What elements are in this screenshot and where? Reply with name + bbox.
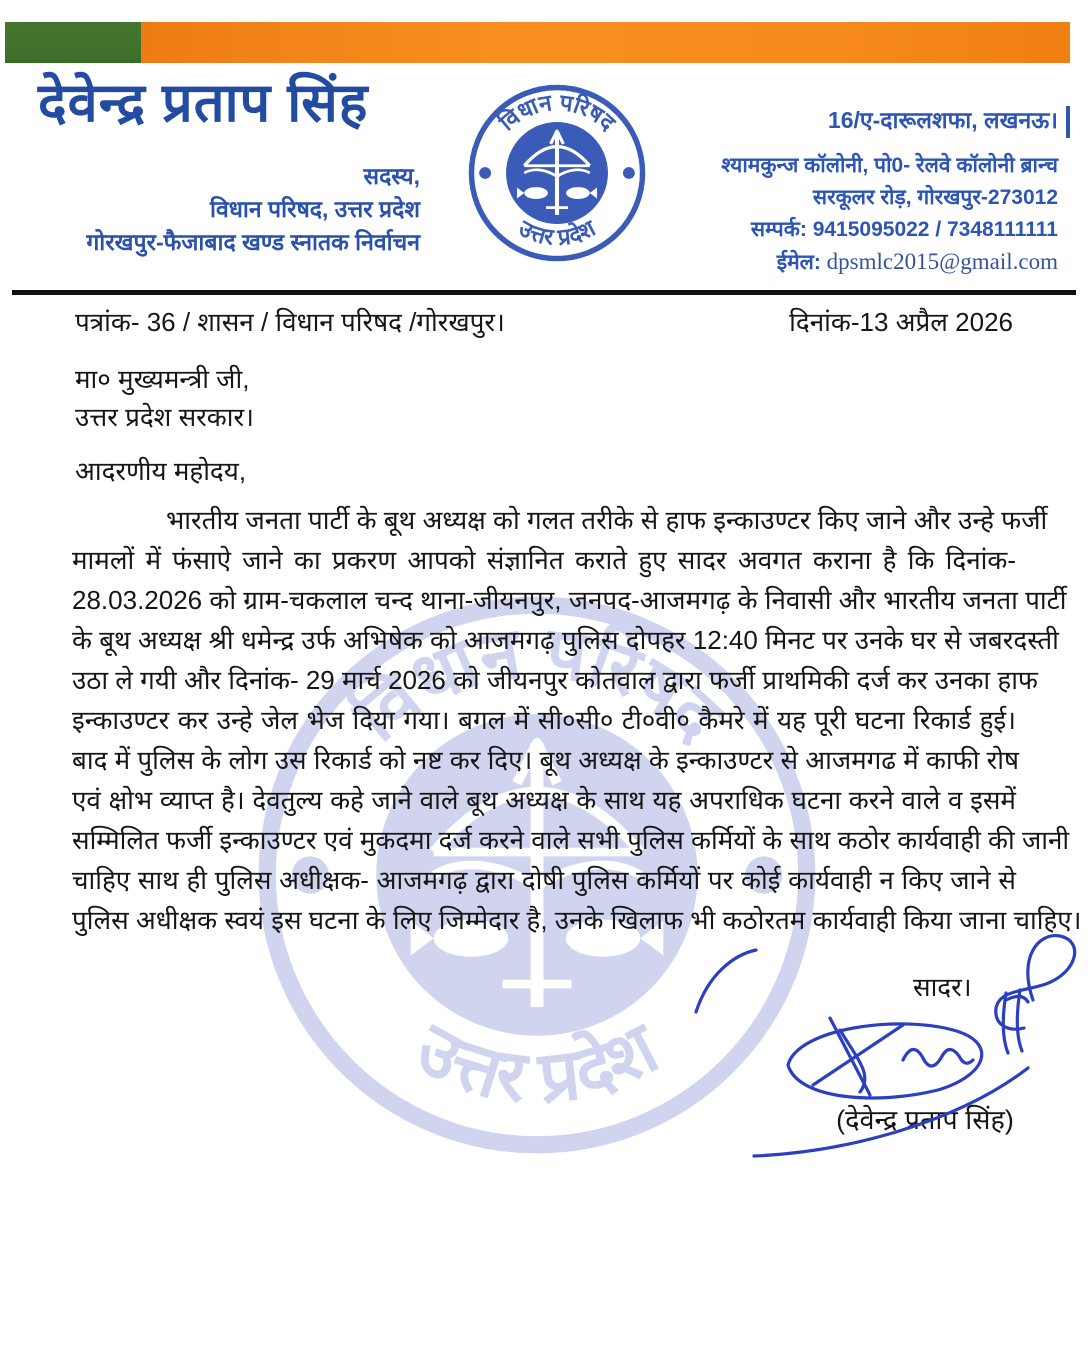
band-green-segment [5,22,141,63]
email-label: ईमेल: [776,251,821,274]
body-line: चाहिए साथ ही पुलिस अधीक्षक- आजमगढ़ द्वारा दोषी पुलिस कर्मियों पर कोई कार्यवाही न किए जाने से [72,865,1016,895]
recipient-line-2: उत्तर प्रदेश सरकार। [75,402,254,432]
title-council: विधान परिषद, उत्तर प्रदेश [210,196,420,222]
letterhead-titles [58,160,420,259]
address-email [658,246,1058,279]
header-divider-rule [12,290,1076,295]
body-line: उठा ले गयी और दिनांक- 29 मार्च 2026 को जीयनपुर कोतवाल द्वारा फर्जी प्राथमिकी दर्ज कर उनका हाफ [72,665,1038,695]
letter-body [72,500,1082,940]
salutation: आदरणीय महोदय, [75,456,247,486]
letterhead-name: देवेन्द्र प्रताप सिंह [38,73,369,133]
body-line: पुलिस अधीक्षक स्वयं इस घटना के लिए जिम्मेदार है, उनके खिलाफ भी कठोरतम कार्यवाही किया जाना चाहिए। [72,905,1082,935]
body-line: भारतीय जनता पार्टी के बूथ अध्यक्ष को गलत तरीके से हाफ इन्काउण्टर किए जाने और उन्हे फर्जी [166,505,1048,535]
body-line: एवं क्षोभ व्याप्त है। देवतुल्य कहे जाने वाले बूथ अध्यक्ष के साथ यह अपराधिक घटना करने वाले व इसमें [72,785,1016,815]
body-line: 28.03.2026 को ग्राम-चकलाल चन्द थाना-जीयनपुर, जनपद-आजमगढ़ के निवासी और भारतीय जनता पार्टी [72,585,1067,615]
signatory-name: (देवेन्द्र प्रताप सिंह) [836,1105,1014,1135]
letter-ref-number: पत्रांक- 36 / शासन / विधान परिषद /गोरखपुर। [75,307,505,337]
address-edge-bar [1066,106,1070,138]
title-constituency: गोरखपुर-फैजाबाद खण्ड स्नातक निर्वाचन [86,229,420,255]
email-value: dpsmlc2015@gmail.com [820,249,1058,274]
address-contact [658,214,1058,246]
title-member: सदस्य, [363,163,420,189]
letter-date: दिनांक-13 अप्रैल 2026 [789,307,1013,337]
body-line: मामलों में फंसाऐ जाने का प्रकरण आपको संज्ञानित कराते हुए सादर अवगत कराना है कि दिनांक- [72,545,1016,575]
contact-numbers: 9415095022 / 7348111111 [806,218,1058,241]
letterhead-address [658,104,1058,279]
body-line: सम्मिलित फर्जी इन्काउण्टर एवं मुकदमा दर्ज करने वाले सभी पुलिस कर्मियों के साथ कठोर कार्यवाही की जानी [72,825,1070,855]
contact-label: सम्पर्क: [750,218,807,241]
letterhead-band [5,22,1070,63]
band-orange-segment [141,22,1070,63]
address-lucknow: 16/ए-दारूलशफा, लखनऊ। [827,107,1058,133]
address-colony: श्यामकुन्ज कॉलोनी, पो0- रेलवे कॉलोनी ब्रान्च [721,154,1058,177]
body-line: बाद में पुलिस के लोग उस रिकार्ड को नष्ट कर दिए। बूथ अध्यक्ष के इन्काउण्टर से आजमगढ में काफी रोष [72,745,1020,775]
recipient-line-1: मा० मुख्यमन्त्री जी, [75,364,250,394]
signature-ink [628,920,1084,1160]
reference-row [75,303,1013,339]
address-road: सरकूलर रोड़, गोरखपुर-273012 [812,186,1058,209]
recipient-block [75,360,254,436]
closing-regards: सादर। [913,972,972,1002]
body-line: इन्काउण्टर कर उन्हे जेल भेज दिया गया। बगल में सी०सी० टी०वी० कैमरे में यह पूरी घटना रिकार्ड हुई। [72,705,1016,735]
vidhan-parishad-seal [466,82,648,264]
body-line: के बूथ अध्यक्ष श्री धमेन्द्र उर्फ अभिषेक को आजमगढ़ पुलिस दोपहर 12:40 मिनट पर उनके घर से जबरदस्ती [72,625,1059,655]
